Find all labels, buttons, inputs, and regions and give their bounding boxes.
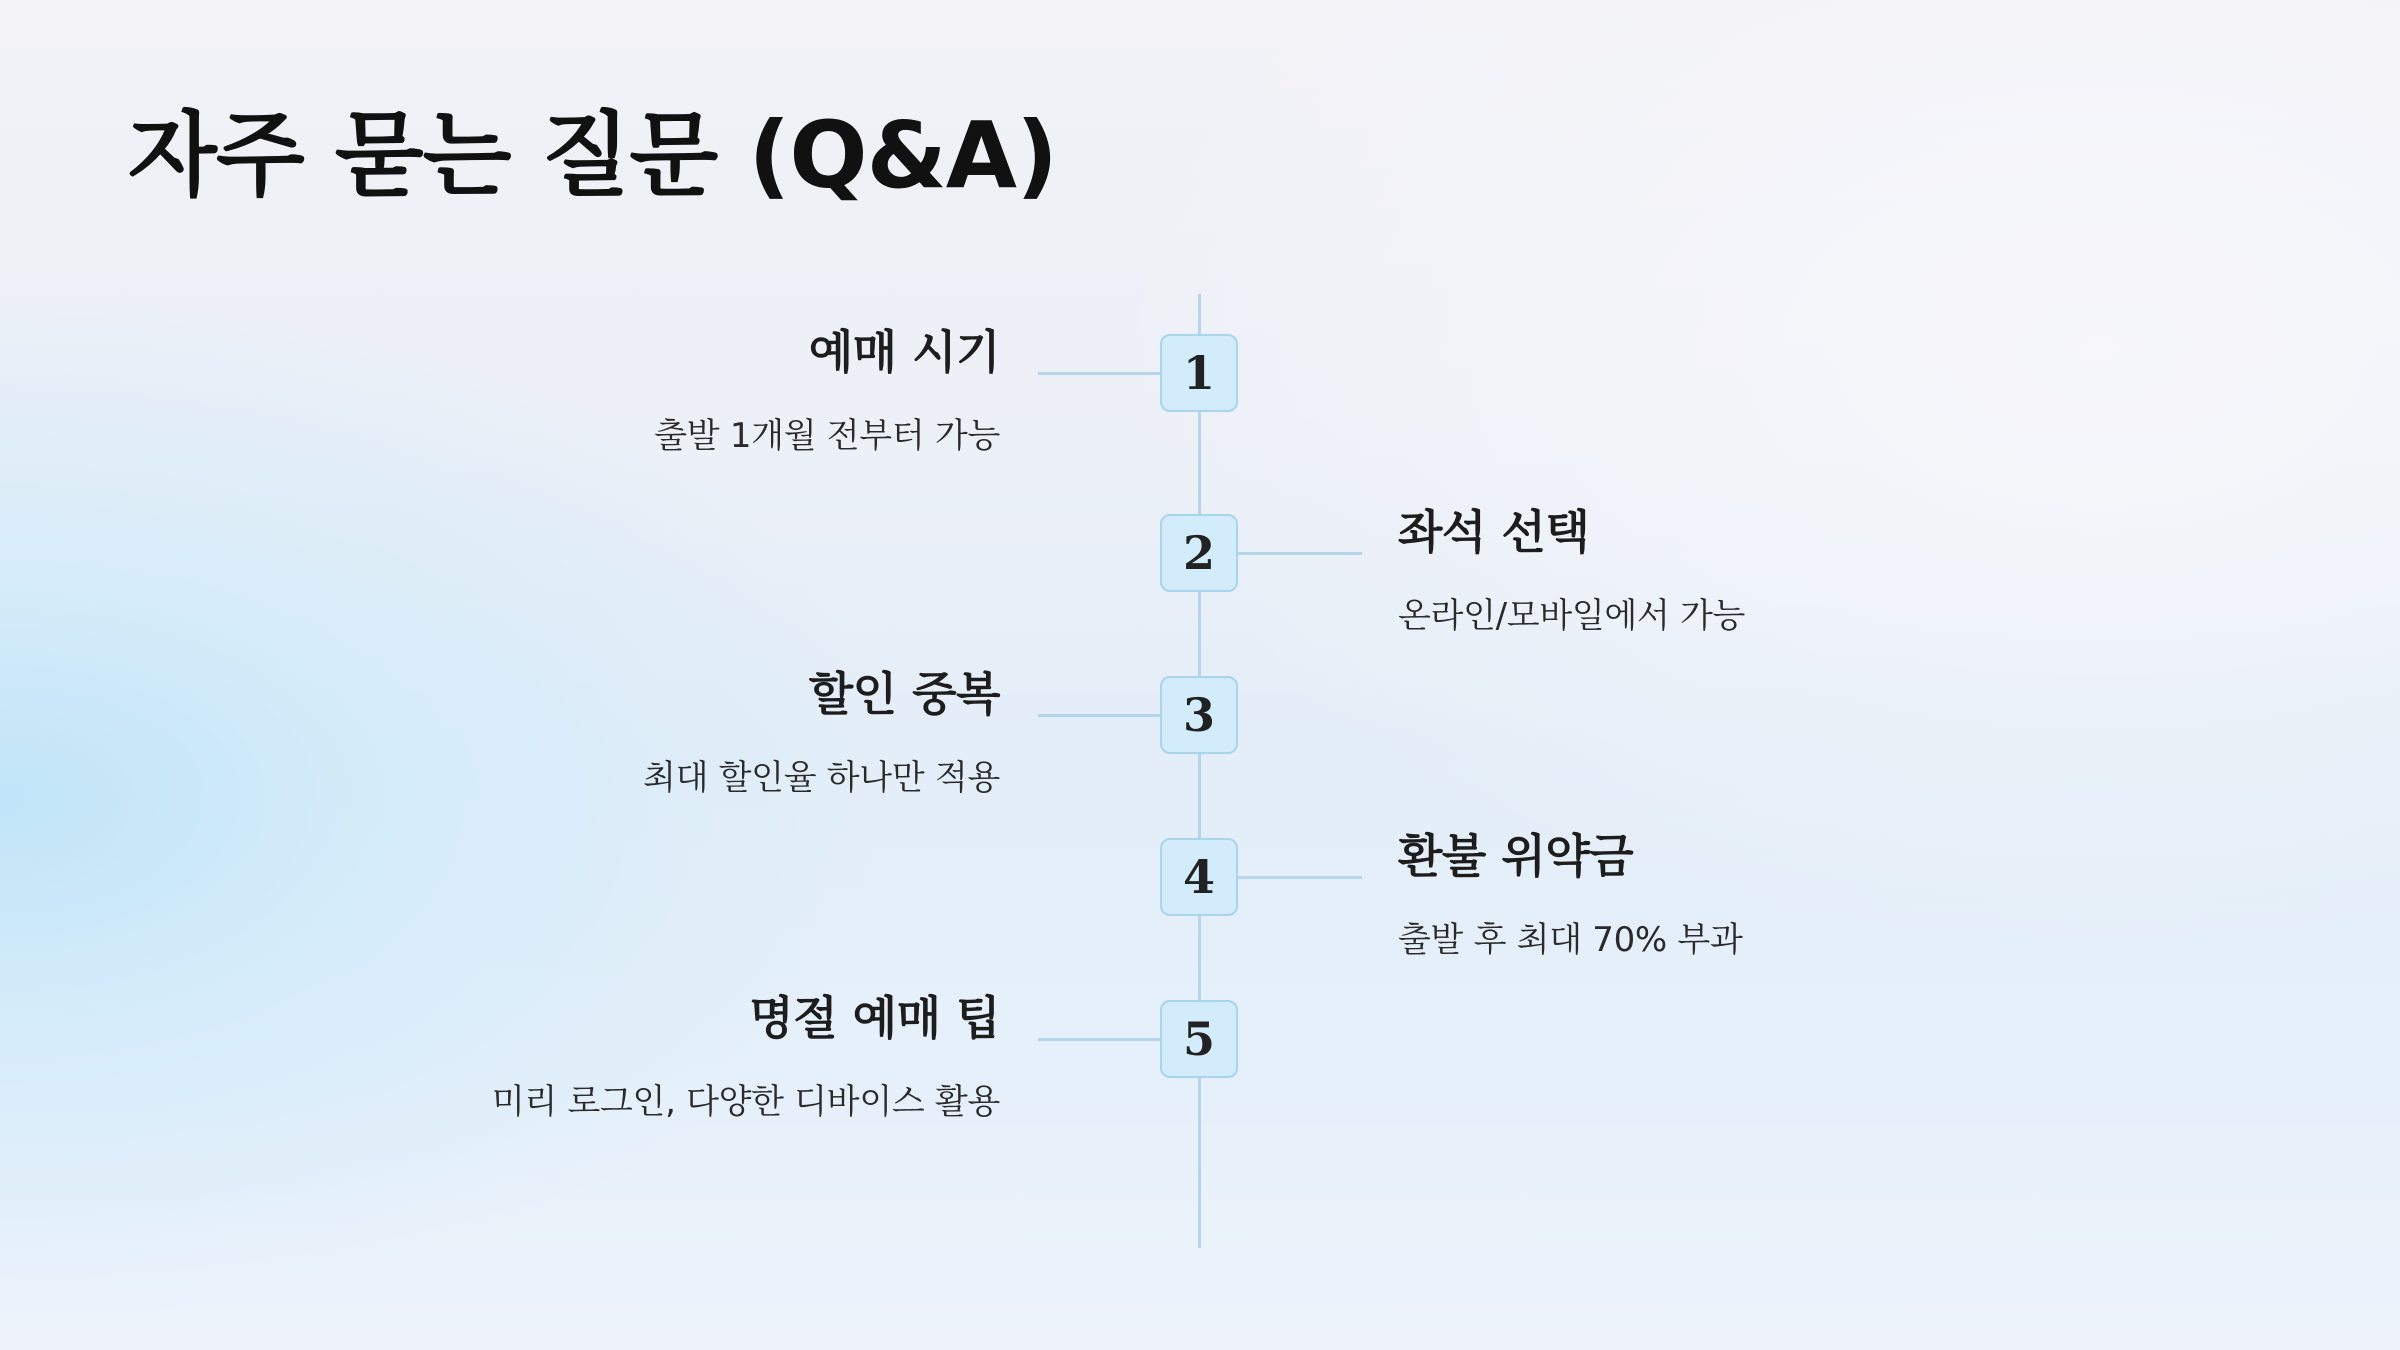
page-title: 자주 묻는 질문 (Q&A) (128, 102, 1058, 209)
item-title-1: 예매 시기 (808, 325, 1000, 379)
timeline-connector-2 (1238, 552, 1362, 555)
item-description-5: 미리 로그인, 다양한 디바이스 활용 (491, 1082, 1000, 1122)
item-title-2: 좌석 선택 (1398, 505, 1590, 559)
item-description-1: 출발 1개월 전부터 가능 (654, 416, 1000, 456)
item-description-2: 온라인/모바일에서 가능 (1398, 596, 1746, 636)
timeline-connector-3 (1038, 714, 1162, 717)
timeline-connector-1 (1038, 372, 1162, 375)
item-description-4: 출발 후 최대 70% 부과 (1398, 920, 1743, 960)
item-title-4: 환불 위약금 (1398, 829, 1634, 883)
timeline-marker-1: 1 (1160, 334, 1238, 412)
timeline-marker-5: 5 (1160, 1000, 1238, 1078)
timeline-marker-3: 3 (1160, 676, 1238, 754)
item-title-5: 명절 예매 팁 (749, 991, 1000, 1045)
item-description-3: 최대 할인율 하나만 적용 (643, 758, 1000, 798)
item-title-3: 할인 중복 (808, 667, 1000, 721)
timeline-connector-4 (1238, 876, 1362, 879)
timeline-axis (1198, 294, 1201, 1248)
timeline-marker-2: 2 (1160, 514, 1238, 592)
timeline-marker-4: 4 (1160, 838, 1238, 916)
timeline-connector-5 (1038, 1038, 1162, 1041)
